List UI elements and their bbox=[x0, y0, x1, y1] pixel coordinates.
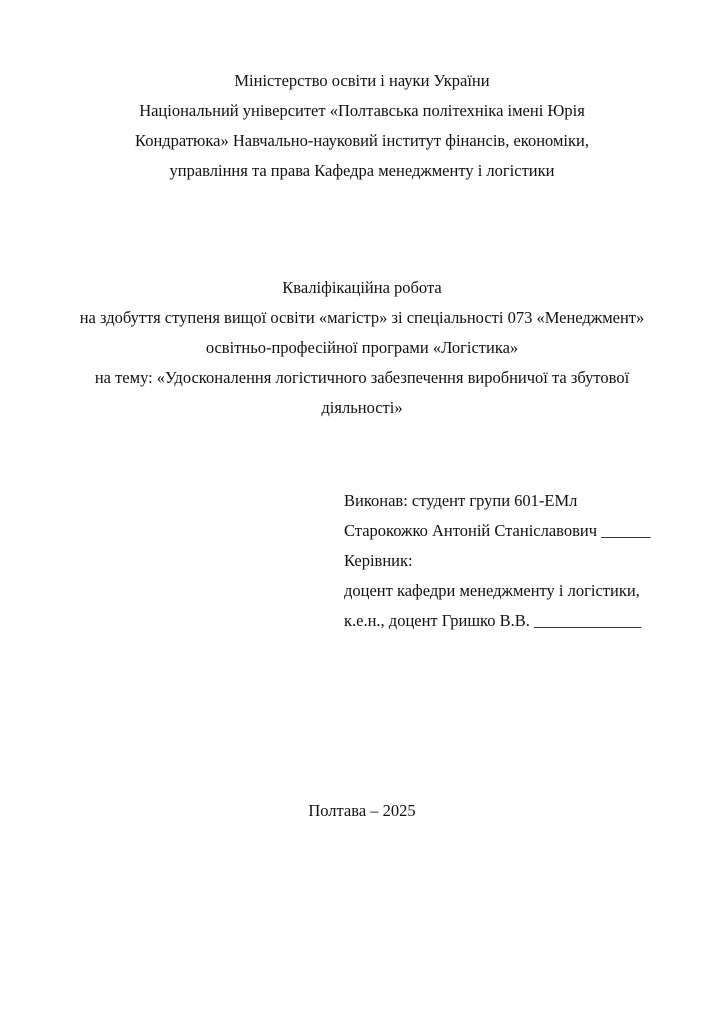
program-line: освітньо-професійної програми «Логістика» bbox=[205, 338, 519, 357]
place-year-footer bbox=[0, 796, 724, 826]
author-name-line: Старокожко Антоній Станіславович ______ bbox=[344, 521, 651, 540]
ministry-line: Міністерство освіти і науки України bbox=[234, 71, 490, 90]
thesis-title-block bbox=[0, 273, 724, 423]
supervisor-label: Керівник: bbox=[344, 551, 413, 570]
institute-line: Кондратюка» Навчально-науковий інститут фінансів, економіки, bbox=[135, 131, 589, 150]
work-type-line: Кваліфікаційна робота bbox=[282, 278, 442, 297]
supervisor-position-line: доцент кафедри менеджменту і логістики, bbox=[344, 581, 640, 600]
institution-header bbox=[0, 66, 724, 186]
topic-continuation-line: діяльності» bbox=[321, 398, 403, 417]
department-line: управління та права Кафедра менеджменту і логістики bbox=[169, 161, 555, 180]
signature-block bbox=[344, 486, 704, 636]
place-year: Полтава – 2025 bbox=[308, 801, 416, 820]
author-role-line: Виконав: студент групи 601-ЕМл bbox=[344, 491, 578, 510]
supervisor-name-line: к.е.н., доцент Гришко В.В. _____________ bbox=[344, 611, 642, 630]
degree-line: на здобуття ступеня вищої освіти «магістр» зі спеціальності 073 «Менеджмент» bbox=[79, 308, 645, 327]
university-line: Національний університет «Полтавська політехніка імені Юрія bbox=[139, 101, 585, 120]
topic-line: на тему: «Удосконалення логістичного забезпечення виробничої та збутової bbox=[94, 368, 630, 387]
